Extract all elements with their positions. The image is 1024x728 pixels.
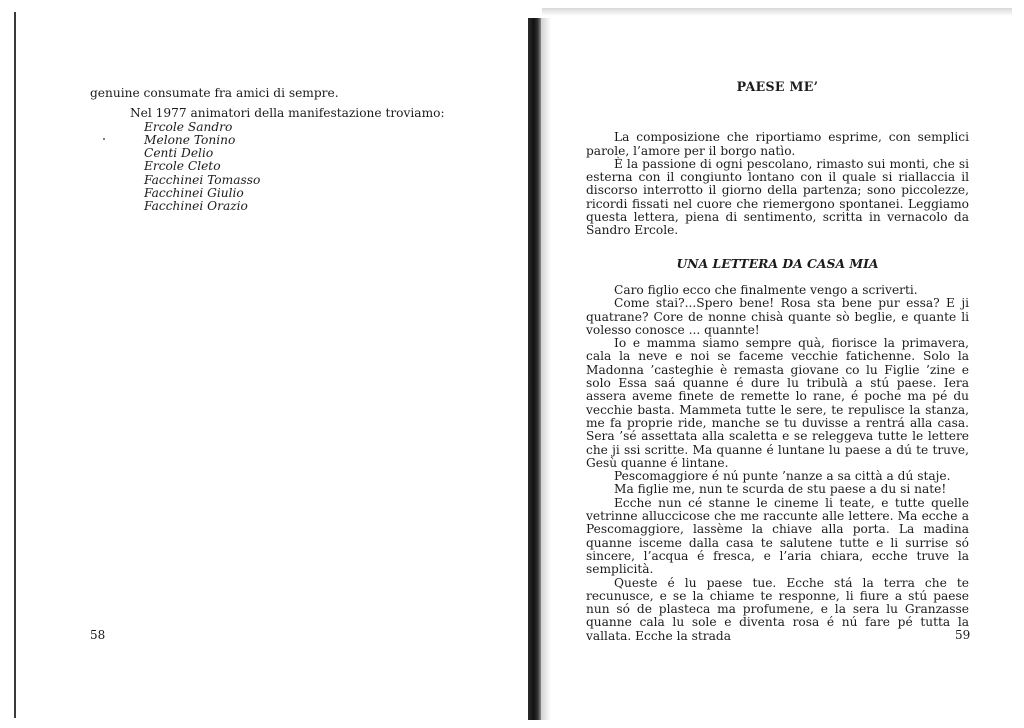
letter-paragraph: Io e mamma siamo sempre quà, fiorisce la primavera, cala la neve e noi se faceme vecchie fatichenne. Solo la Madonna ’casteghie è remasta giovane co lu Figlie ’zine e solo Essa saá quanne é dure lu tribulà a stú paese. Iera assera aveme finete de remette lo rane, é poche ma pé du vecchie basta. Mammeta tutte le sere, te repulisce la stanza, me fa proprie ride, manche se tu duvisse a rentrá alla casa. Sera ’sé assettata alla scaletta e se releggeva tutte le lettere che ji ssi scritte. Ma quanne é luntane lu paese a dú te truve, Gesù quanne é lintane.	[586, 336, 969, 470]
letter-paragraph: Pescomaggiore é nú punte ’nanze a sa città a dú staje.	[614, 469, 951, 484]
intro-paragraph: È la passione di ogni pescolano, rimasto sui monti, che si esterna con il congiunto lontano con il quale si riallaccia il discorso interrotto il giorno della partenza; sono piccolezze, ricordi fissati nel cuore che riemergono spontanei. Leggiamo questa lettera, piena di sentimento, scritta in vernacolo da Sandro Ercole.	[586, 156, 969, 238]
right-page	[586, 80, 969, 643]
letter-paragraph: Ecche nun cé stanne le cineme li teate, e tutte quelle vetrinne alluccicose che me raccunte alle lettere. Ma ecche a Pescomaggiore, lassème la chiave alla porta. La madina quanne isceme dalla casa te salutene tutte e li surrise só sincere, l’acqua é fresca, e l’aria chiara, ecche truve la semplicità.	[586, 495, 969, 577]
page-number-left: 58	[90, 628, 106, 642]
list-item: Melone Tonino	[144, 132, 236, 147]
list-item: Facchinei Tomasso	[144, 172, 261, 187]
list-item: Facchinei Giulio	[144, 186, 244, 201]
left-intro: Nel 1977 animatori della manifestazione troviamo:	[130, 106, 445, 121]
left-page	[90, 87, 490, 214]
page-top-shadow	[542, 8, 1012, 16]
page-number-right: 59	[955, 628, 971, 642]
letter-paragraph: Come stai?...Spero bene! Rosa sta bene pur essa? E ji quatrane? Core de nonne chisà quante sò beglie, e quante li volesso conosce ... quannte!	[586, 296, 969, 337]
list-item: Facchinei Orazio	[144, 199, 248, 214]
book-spine	[528, 18, 541, 720]
list-item: Ercole Cleto	[144, 159, 221, 174]
letter-paragraph: Caro figlio ecco che finalmente vengo a scriverti.	[614, 282, 918, 297]
list-item: Centi Delio	[144, 146, 214, 161]
page-title: PAESE ME’	[736, 79, 819, 94]
letter-paragraph: Queste é lu paese tue. Ecche stá la terra che te recunusce, e se la chiame te responne, li fiure a stú paese nun só de plasteca ma profumene, e la sera lu Granzasse quanne cala lu sole e diventa rosa é nú fare pé tutta la vallata. Ecche la strada	[586, 575, 969, 643]
spine-shadow	[541, 18, 551, 720]
animators-list	[90, 121, 490, 214]
letter-paragraph: Ma figlie me, nun te scurda de stu paese a du si nate!	[614, 482, 947, 497]
letter-title: UNA LETTERA DA CASA MIA	[676, 255, 879, 271]
list-item: Ercole Sandro	[144, 119, 233, 134]
page-edge-left	[14, 12, 16, 718]
left-first-line: genuine consumate fra amici di sempre.	[90, 86, 339, 100]
intro-paragraph: La composizione che riportiamo esprime, con semplici parole, l’amore per il borgo natìo.	[586, 130, 969, 158]
